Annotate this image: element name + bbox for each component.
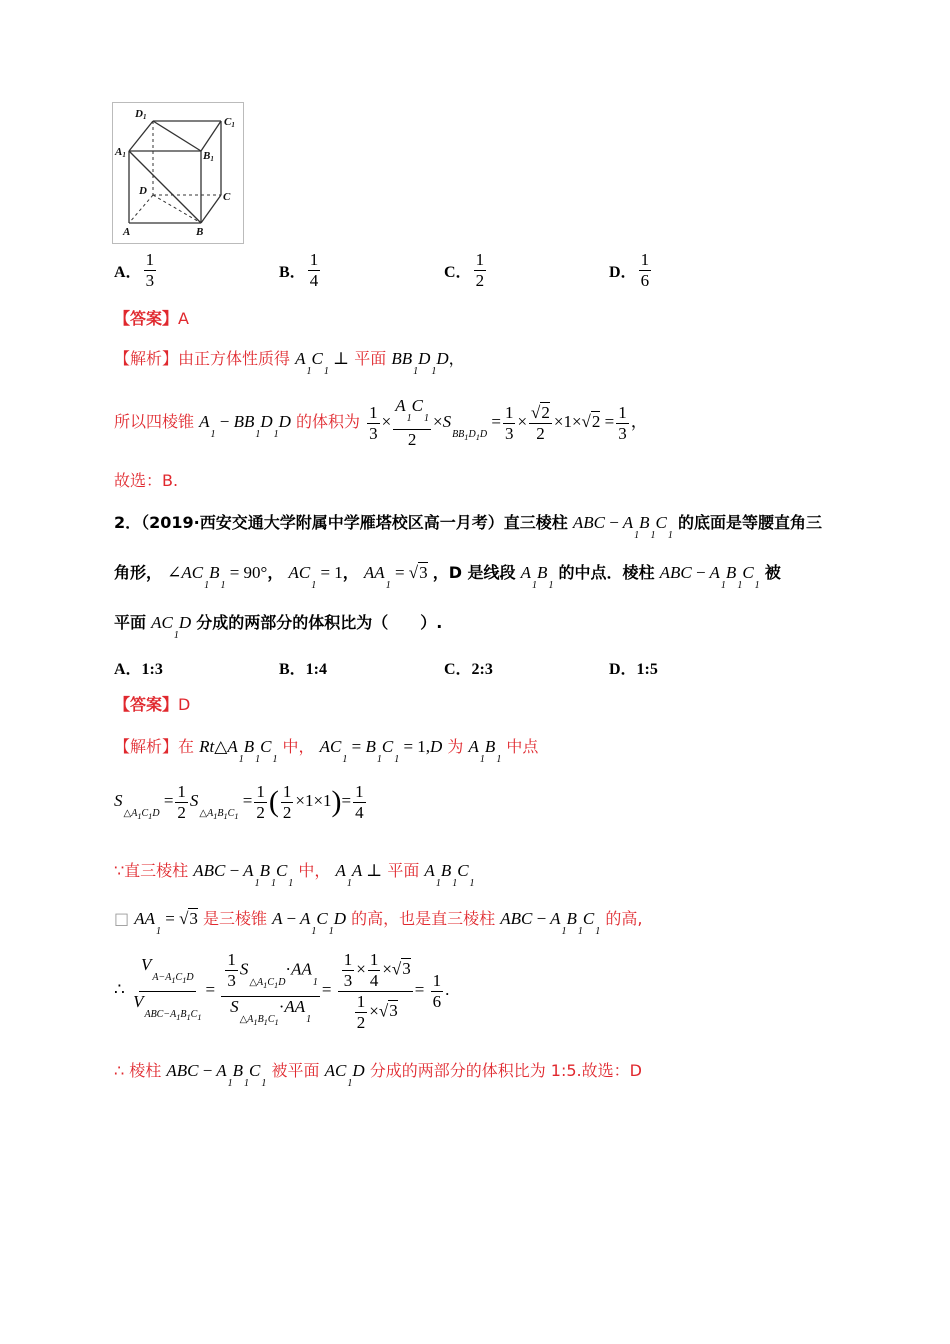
q2-stem-line3: 平面 $AC_1D$ 分成的两部分的体积比为（ ）. xyxy=(114,613,443,641)
label-d1: D1 xyxy=(135,108,147,121)
q2-option-a: A．1:3 xyxy=(114,661,163,678)
label-c: C xyxy=(223,191,231,203)
q2-answer: 【答案】D xyxy=(114,695,191,714)
q2-final-line: ∴ 棱柱 ABC − $A_1B_1C_1$ 被平面 $AC_1D$ 分成的两部分的体积比为 1:5.故选：D xyxy=(114,1061,642,1089)
label-c1: C1 xyxy=(224,116,235,129)
q1-answer: 【答案】A xyxy=(114,309,189,328)
q2-option-c: C．2:3 xyxy=(444,661,493,678)
label-a1: A1 xyxy=(115,146,126,159)
q2-stem-line1: 2．（2019·西安交通大学附属中学雁塔校区高一月考）直三棱柱 ABC − $A_1B_1C_1$ 的底面是等腰直角三 xyxy=(114,513,822,541)
q2-analysis-line4: □ $AA_1 = √3$ 是三棱锥 $A - A_1C_1D$ 的高，也是直三棱柱 ABC − $A_1B_1C_1$ 的高, xyxy=(114,909,643,937)
q1-analysis-line2: 所以四棱锥 $A_1 - BB_1D_1D$ 的体积为 $\frac{1}{3}$ × $\frac{A_1C_1}{2}$ $\times S_{BB_1D_1D}$ = $\frac{1}{3}$ × $\frac{√2}{2}$ ×1×√2 = $\frac{1}{3}$ ， xyxy=(114,396,648,449)
cube-diagram xyxy=(113,103,243,243)
q2-analysis-line1: 【解析】在 $Rt\triangle A_1B_1C_1$ 中， $AC_1 = B_1C_1 = 1,D$ 为 $A_1B_1$ 中点 xyxy=(114,737,539,765)
q2-analysis-ratio: ∴ $\frac{V_{A-A_1C_1D}}{V_{ABC-A_1B_1C_1}}$ = $\frac{1}{3}$ $S_{\triangle A_1C_1D}\cdot AA_1$ $S_{\triangle A_1B_1C_1}\cdot AA_1$ = $\frac{1}{3}$ × $\frac{1}{4}$ ×√3 $\frac{1}{2}$ ×√3 = $\frac{1}{6}$ . xyxy=(114,950,450,1032)
q2-analysis-line3: ∵直三棱柱 ABC − $A_1B_1C_1$ 中， $A_1A$ ⊥ 平面 $A_1B_1C_1$ xyxy=(114,861,475,889)
q1-option-b: B． $\frac{1}{4}$ xyxy=(279,250,319,290)
q2-option-d: D．1:5 xyxy=(609,661,658,678)
label-d: D xyxy=(139,185,147,197)
q2-stem-line2: 角形， $\angle AC_1B_1 = 90^\circ$， $AC_1 = 1$， $AA_1 = √3$ ，D 是线段 $A_1B_1$ 的中点．棱柱 ABC − $A_1B_1C_1$ 被 xyxy=(114,563,781,591)
q2-option-b: B．1:4 xyxy=(279,661,328,678)
q1-analysis-line1: 【解析】由正方体性质得 $A_1C_1$ ⊥ 平面 $BB_1D_1D$， xyxy=(114,349,465,377)
q1-option-a: A． $\frac{1}{3}$ xyxy=(114,250,155,290)
label-a: A xyxy=(123,226,131,238)
q1-conclusion: 故选：B. xyxy=(114,471,179,490)
q1-option-c: C． $\frac{1}{2}$ xyxy=(444,250,485,290)
cube-figure xyxy=(112,102,244,244)
q2-analysis-line2: $S_{\triangle A_1C_1D}$ = $\frac{1}{2}$ $S_{\triangle A_1B_1C_1}$ = $\frac{1}{2}$ ( $\frac{1}{2}$ ×1×1)= $\frac{1}{4}$ xyxy=(114,782,364,822)
label-b1: B1 xyxy=(203,150,214,163)
q1-option-d: D． $\frac{1}{6}$ xyxy=(609,250,650,290)
label-b: B xyxy=(196,226,204,238)
